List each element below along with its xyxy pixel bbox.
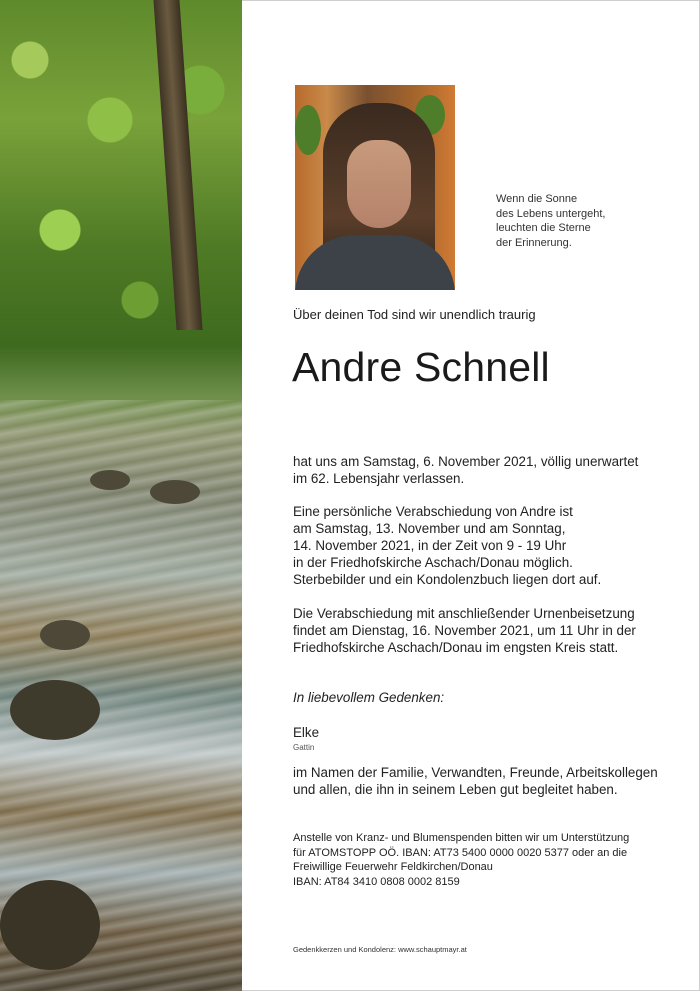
rock bbox=[0, 880, 100, 970]
rock bbox=[10, 680, 100, 740]
quote-line: des Lebens untergeht, bbox=[496, 207, 606, 220]
memory-heading: In liebevollem Gedenken: bbox=[293, 690, 445, 705]
text-line: Eine persönliche Verabschiedung von Andre ist bbox=[293, 504, 573, 519]
text-line: Friedhofskirche Aschach/Donau im engsten Kreis statt. bbox=[293, 640, 619, 655]
text-line: findet am Dienstag, 16. November 2021, um 11 Uhr in der bbox=[293, 623, 636, 638]
forest-stream-photo bbox=[0, 0, 242, 991]
text-line: Anstelle von Kranz- und Blumenspenden bitten wir um Unterstützung bbox=[293, 832, 630, 844]
text-line: im 62. Lebensjahr verlassen. bbox=[293, 471, 465, 486]
memorial-quote bbox=[496, 192, 636, 250]
rock bbox=[40, 620, 90, 650]
quote-line: Wenn die Sonne bbox=[496, 193, 578, 205]
text-line: IBAN: AT84 3410 0808 0002 8159 bbox=[293, 875, 460, 888]
text-line: Die Verabschiedung mit anschließender Urnenbeisetzung bbox=[293, 606, 635, 621]
text-line: und allen, die ihn in seinem Leben gut begleitet haben. bbox=[293, 782, 618, 797]
mourner-name: Elke bbox=[293, 725, 320, 740]
text-line: 14. November 2021, in der Zeit von 9 - 19 Uhr bbox=[293, 538, 567, 553]
death-notice bbox=[293, 453, 638, 487]
leaf bbox=[295, 105, 321, 155]
text-line: in der Friedhofskirche Aschach/Donau möglich. bbox=[293, 555, 573, 570]
family-paragraph bbox=[293, 764, 658, 798]
rock bbox=[90, 470, 130, 490]
farewell-paragraph bbox=[293, 503, 601, 588]
text-line: am Samstag, 13. November und am Sonntag, bbox=[293, 521, 566, 536]
face bbox=[347, 140, 411, 228]
quote-line: leuchten die Sterne bbox=[496, 222, 591, 234]
burial-paragraph bbox=[293, 605, 636, 656]
intro-text: Über deinen Tod sind wir unendlich traurig bbox=[293, 307, 536, 322]
quote-line: der Erinnerung. bbox=[496, 236, 572, 249]
text-line: hat uns am Samstag, 6. November 2021, völlig unerwartet bbox=[293, 454, 639, 469]
rock bbox=[150, 480, 200, 504]
text-line: Sterbebilder und ein Kondolenzbuch liegen dort auf. bbox=[293, 572, 602, 587]
portrait-photo bbox=[295, 85, 455, 290]
text-line: Freiwillige Feuerwehr Feldkirchen/Donau bbox=[293, 861, 493, 873]
donation-notice bbox=[293, 831, 629, 889]
text-line: für ATOMSTOPP OÖ. IBAN: AT73 5400 0000 0020 5377 oder an die bbox=[293, 846, 628, 859]
foliage bbox=[0, 0, 242, 400]
text-line: im Namen der Familie, Verwandten, Freunde, Arbeitskollegen bbox=[293, 765, 658, 780]
condolence-footer: Gedenkkerzen und Kondolenz: www.schauptmayr.at bbox=[293, 945, 467, 954]
deceased-name: Andre Schnell bbox=[292, 344, 550, 390]
mourner-role: Gattin bbox=[293, 743, 315, 752]
